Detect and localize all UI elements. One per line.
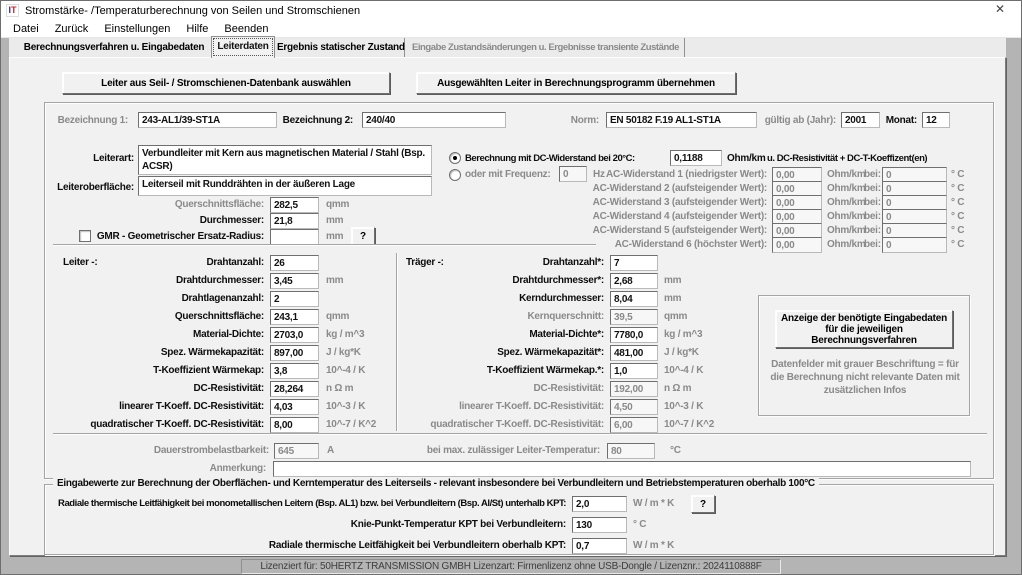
ac3-unit: Ohm/km: [827, 197, 866, 208]
apply-conductor-button[interactable]: Ausgewählten Leiter in Berechnungsprogramm übernehmen: [416, 72, 736, 94]
max-temperatur-field[interactable]: [607, 443, 655, 459]
leiter-row-unit: mm: [326, 275, 344, 286]
bezeichnung1-label: Bezeichnung 1:: [57, 115, 128, 126]
traeger-row-unit: qmm: [664, 311, 688, 322]
traeger-lin-tkoeff-field[interactable]: [610, 399, 658, 415]
gmr-label: GMR - Geometrischer Ersatz-Radius:: [96, 231, 264, 242]
dc-widerstand-label: Berechnung mit DC-Widerstand bei 20°C:: [465, 153, 635, 164]
leiter-lin-tkoeff-field[interactable]: [270, 399, 319, 415]
tab-berechnungsverfahren[interactable]: Berechnungsverfahren u. Eingabedaten: [23, 42, 205, 53]
close-icon[interactable]: ✕: [994, 2, 1006, 16]
titlebar: [1, 1, 1021, 20]
gray-labels-note: Datenfelder mit grauer Beschriftung = für die Berechnung nicht relevante Daten mit zusätzlichen Infos: [770, 359, 960, 396]
leiter-row-label: quadratischer T-Koeff. DC-Resistivität:: [90, 419, 264, 430]
thermal-group-title: Eingabewerte zur Berechnung der Oberflächen- und Kerntemperatur des Leiterseils - relevant insbesondere bei Verbundleitern und Betriebstemperaturen oberhalb 100°C: [53, 478, 819, 489]
thermal-groupbox: [44, 478, 994, 555]
traeger-row-unit: 10^-4 / K: [664, 365, 704, 376]
bezeichnung1-field[interactable]: [138, 112, 277, 128]
leiter-row-unit: J / kg*K: [326, 347, 361, 358]
ac6-unit: Ohm/km: [827, 239, 866, 250]
menu-zurueck[interactable]: Zurück: [54, 22, 89, 35]
leiter-row-unit: 10^-4 / K: [326, 365, 366, 376]
radio-dc-widerstand[interactable]: [449, 152, 461, 164]
leiterart-label: Leiterart:: [93, 153, 134, 164]
leiter-row-label: Drahtlagenanzahl:: [181, 293, 264, 304]
ac1-bei-unit: ° C: [951, 169, 965, 180]
traeger-kernquerschnitt-field[interactable]: [610, 309, 658, 325]
ac6-field[interactable]: [772, 237, 822, 253]
leiter-row-label: Drahtdurchmesser:: [175, 275, 264, 286]
leiter-dichte-field[interactable]: [270, 327, 319, 343]
radial-leitfaehigkeit-oberhalb-field[interactable]: [572, 538, 627, 554]
show-required-inputs-button[interactable]: Anzeige der benötigte Eingabedaten für die jeweiligen Berechnungsverfahren: [775, 310, 953, 348]
kniepunkt-temperatur-field[interactable]: [572, 517, 627, 533]
traeger-row-label: Spez. Wärmekapazität*:: [497, 347, 604, 358]
monat-field[interactable]: [922, 112, 950, 128]
menu-hilfe[interactable]: Hilfe: [186, 22, 209, 35]
leiter-tkoeff-waermekap-field[interactable]: [270, 363, 319, 379]
ac5-label: AC-Widerstand 5 (aufsteigender Wert):: [592, 225, 767, 236]
tabstrip: [9, 38, 1006, 57]
radial-unterhalb-unit: W / m * K: [633, 498, 675, 509]
select-from-database-button[interactable]: Leiter aus Seil- / Stromschienen-Datenbank auswählen: [62, 72, 390, 94]
monat-label: Monat:: [885, 115, 917, 126]
traeger-dichte-field[interactable]: [610, 327, 658, 343]
leiteroberflaeche-field[interactable]: Leiterseil mit Runddrähten in der äußeren Lage: [138, 176, 432, 196]
ac2-bei-label: bei:: [864, 183, 881, 194]
ac6-bei-label: bei:: [864, 239, 881, 250]
traeger-row-unit: n Ω m: [664, 383, 692, 394]
thermal-help-button[interactable]: ?: [691, 495, 715, 513]
norm-field[interactable]: [606, 112, 757, 128]
traeger-section-title: Träger -:: [406, 257, 444, 268]
gueltig-ab-field[interactable]: [841, 112, 880, 128]
frequenz-unit: Hz: [593, 169, 605, 180]
dc-widerstand-field[interactable]: [670, 150, 722, 166]
gmr-checkbox[interactable]: [79, 230, 91, 242]
menu-datei[interactable]: Datei: [13, 22, 39, 35]
ac5-bei-unit: ° C: [951, 225, 965, 236]
ac4-label: AC-Widerstand 4 (aufsteigender Wert):: [592, 211, 767, 222]
info-groupbox: [758, 295, 970, 416]
querschnitt-label: Querschnittsfläche:: [174, 199, 264, 210]
gmr-unit: mm: [326, 231, 344, 242]
ac5-unit: Ohm/km: [827, 225, 866, 236]
leiter-row-label: T-Koeffizient Wärmekap:: [153, 365, 264, 376]
separator-line: [53, 244, 596, 246]
ac3-bei-label: bei:: [864, 197, 881, 208]
menu-beenden[interactable]: Beenden: [224, 22, 269, 35]
leiter-row-label: Spez. Wärmekapazität:: [160, 347, 264, 358]
traeger-tkoeff-waermekap-field[interactable]: [610, 363, 658, 379]
dauerstrom-unit: A: [327, 445, 334, 456]
dc-resistivitaet-suffix: u. DC-Resistivität + DC-T-Koeffizent(en): [767, 153, 928, 164]
leiteroberflaeche-label: Leiteroberfläche:: [57, 182, 134, 193]
leiter-quad-tkoeff-field[interactable]: [270, 417, 319, 433]
ac6-bei-unit: ° C: [951, 239, 965, 250]
radial-leitfaehigkeit-unterhalb-label: Radiale thermische Leitfähigkeit bei monometallischen Leitern (Bsp. AL1) bzw. bei Verbundleitern (Bsp. Al/St) unterhalb KPT:: [58, 498, 566, 509]
traeger-row-unit: kg / m^3: [664, 329, 703, 340]
leiter-row-unit: qmm: [326, 311, 350, 322]
ac1-unit: Ohm/km: [827, 169, 866, 180]
traeger-row-unit: J / kg*K: [664, 347, 699, 358]
frequenz-field[interactable]: [559, 166, 587, 182]
tab-ergebnis-statisch[interactable]: Ergebnis statischer Zustand: [277, 38, 405, 57]
app-icon: IT: [6, 4, 19, 17]
leiterart-field[interactable]: Verbundleiter mit Kern aus magnetischen Material / Stahl (Bsp. ACSR): [138, 145, 432, 175]
ac1-bei-label: bei:: [864, 169, 881, 180]
querschnitt-field[interactable]: [270, 197, 319, 213]
bezeichnung2-field[interactable]: [362, 112, 506, 128]
leiter-section-title: Leiter -:: [63, 257, 98, 268]
traeger-drahtdurchmesser-field[interactable]: [610, 273, 658, 289]
traeger-dc-resistivitaet-field[interactable]: [610, 381, 658, 397]
querschnitt-unit: qmm: [326, 199, 350, 210]
dauerstrom-label: Dauerstrombelastbarkeit:: [153, 445, 269, 456]
ac2-label: AC-Widerstand 2 (aufsteigender Wert):: [592, 183, 767, 194]
leiter-querschnitt-field[interactable]: [270, 309, 319, 325]
traeger-row-label: quadratischer T-Koeff. DC-Resistivität:: [430, 419, 604, 430]
leiter-drahtanzahl-field[interactable]: [270, 255, 319, 271]
bezeichnung2-label: Bezeichnung 2:: [282, 115, 353, 126]
ac3-label: AC-Widerstand 3 (aufsteigender Wert):: [592, 197, 767, 208]
durchmesser-field[interactable]: [270, 213, 319, 229]
ac2-unit: Ohm/km: [827, 183, 866, 194]
gueltig-ab-label: gültig ab (Jahr):: [764, 115, 836, 126]
kniepunkt-unit: ° C: [633, 519, 647, 530]
frequenz-label: oder mit Frequenz:: [465, 169, 551, 180]
traeger-waermekapazitaet-field[interactable]: [610, 345, 658, 361]
traeger-row-label: Drahtanzahl*:: [542, 257, 604, 268]
gmr-help-button[interactable]: ?: [351, 227, 375, 245]
leiter-row-label: Material-Dichte:: [192, 329, 264, 340]
leiter-waermekapazitaet-field[interactable]: [270, 345, 319, 361]
leiter-row-unit: kg / m^3: [326, 329, 365, 340]
dauerstrom-field[interactable]: [274, 443, 319, 459]
column-separator: [396, 253, 398, 431]
traeger-row-label: Kernquerschnitt:: [527, 311, 604, 322]
traeger-row-label: linearer T-Koeff. DC-Resistivität:: [459, 401, 604, 412]
traeger-row-label: Material-Dichte*:: [529, 329, 604, 340]
leiter-dc-resistivitaet-field[interactable]: [270, 381, 319, 397]
leiter-drahtlagen-field[interactable]: [270, 291, 319, 307]
kniepunkt-temperatur-label: Knie-Punkt-Temperatur KPT bei Verbundleitern:: [350, 519, 566, 530]
ac4-bei-unit: ° C: [951, 211, 965, 222]
radial-leitfaehigkeit-unterhalb-field[interactable]: [572, 496, 627, 512]
ac4-unit: Ohm/km: [827, 211, 866, 222]
traeger-row-label: Kerndurchmesser:: [519, 293, 604, 304]
radial-leitfaehigkeit-oberhalb-label: Radiale thermische Leitfähigkeit bei Verbundleitern oberhalb KPT:: [268, 540, 566, 551]
ac4-bei-label: bei:: [864, 211, 881, 222]
durchmesser-unit: mm: [326, 215, 344, 226]
ac6-label: AC-Widerstand 6 (höchster Wert):: [614, 239, 767, 250]
ac5-bei-label: bei:: [864, 225, 881, 236]
traeger-row-unit: 10^-7 / K^2: [664, 419, 715, 430]
leiter-drahtdurchmesser-field[interactable]: [270, 273, 319, 289]
menu-einstellungen[interactable]: Einstellungen: [104, 22, 171, 35]
leiter-row-label: Drahtanzahl:: [206, 257, 264, 268]
traeger-drahtanzahl-field[interactable]: [610, 255, 658, 271]
dc-widerstand-unit: Ohm/km: [727, 153, 766, 164]
separator-line: [53, 433, 987, 435]
tab-leiterdaten[interactable]: Leiterdaten: [211, 36, 275, 58]
window-title: Stromstärke- /Temperaturberechnung von Seilen und Stromschienen: [25, 4, 361, 17]
leiter-row-unit: 10^-7 / K^2: [326, 419, 377, 430]
menubar: [1, 20, 1021, 38]
traeger-quad-tkoeff-field[interactable]: [610, 417, 658, 433]
gmr-field[interactable]: [270, 229, 319, 245]
license-statusbar: Lizenziert für: 50HERTZ TRANSMISSION GMBH Lizenzart: Firmenlizenz ohne USB-Dongle / Lizenznr.: 2024110888F: [241, 559, 781, 574]
traeger-row-label: T-Koeffizient Wärmekap.*:: [486, 365, 604, 376]
ac1-label: AC-Widerstand 1 (niedrigster Wert):: [606, 169, 767, 180]
leiter-row-label: Querschnittsfläche:: [174, 311, 264, 322]
leiter-row-unit: 10^-3 / K: [326, 401, 366, 412]
ac6-bei-field[interactable]: [882, 237, 947, 253]
radio-frequenz[interactable]: [449, 169, 461, 181]
conductor-data-groupbox: [44, 102, 994, 479]
radial-oberhalb-unit: W / m * K: [633, 540, 675, 551]
anmerkung-field[interactable]: [273, 461, 971, 477]
traeger-row-label: DC-Resistivität:: [533, 383, 604, 394]
leiter-row-label: DC-Resistivität:: [193, 383, 264, 394]
ac2-bei-unit: ° C: [951, 183, 965, 194]
leiter-row-label: linearer T-Koeff. DC-Resistivität:: [119, 401, 264, 412]
traeger-row-unit: mm: [664, 293, 682, 304]
norm-label: Norm:: [570, 115, 599, 126]
traeger-row-unit: 10^-3 / K: [664, 401, 704, 412]
tab-page-leiterdaten: [9, 57, 1006, 556]
leiter-row-unit: n Ω m: [326, 383, 354, 394]
traeger-row-unit: mm: [664, 275, 682, 286]
max-temperatur-unit: °C: [670, 445, 681, 456]
traeger-row-label: Drahtdurchmesser*:: [512, 275, 604, 286]
ac3-bei-unit: ° C: [951, 197, 965, 208]
durchmesser-label: Durchmesser:: [199, 215, 264, 226]
max-temperatur-label: bei max. zulässiger Leiter-Temperatur:: [426, 445, 600, 456]
traeger-kerndurchmesser-field[interactable]: [610, 291, 658, 307]
anmerkung-label: Anmerkung:: [209, 463, 266, 474]
tab-transiente-zustaende[interactable]: Eingabe Zustandsänderungen u. Ergebnisse transiente Zustände: [407, 38, 685, 57]
